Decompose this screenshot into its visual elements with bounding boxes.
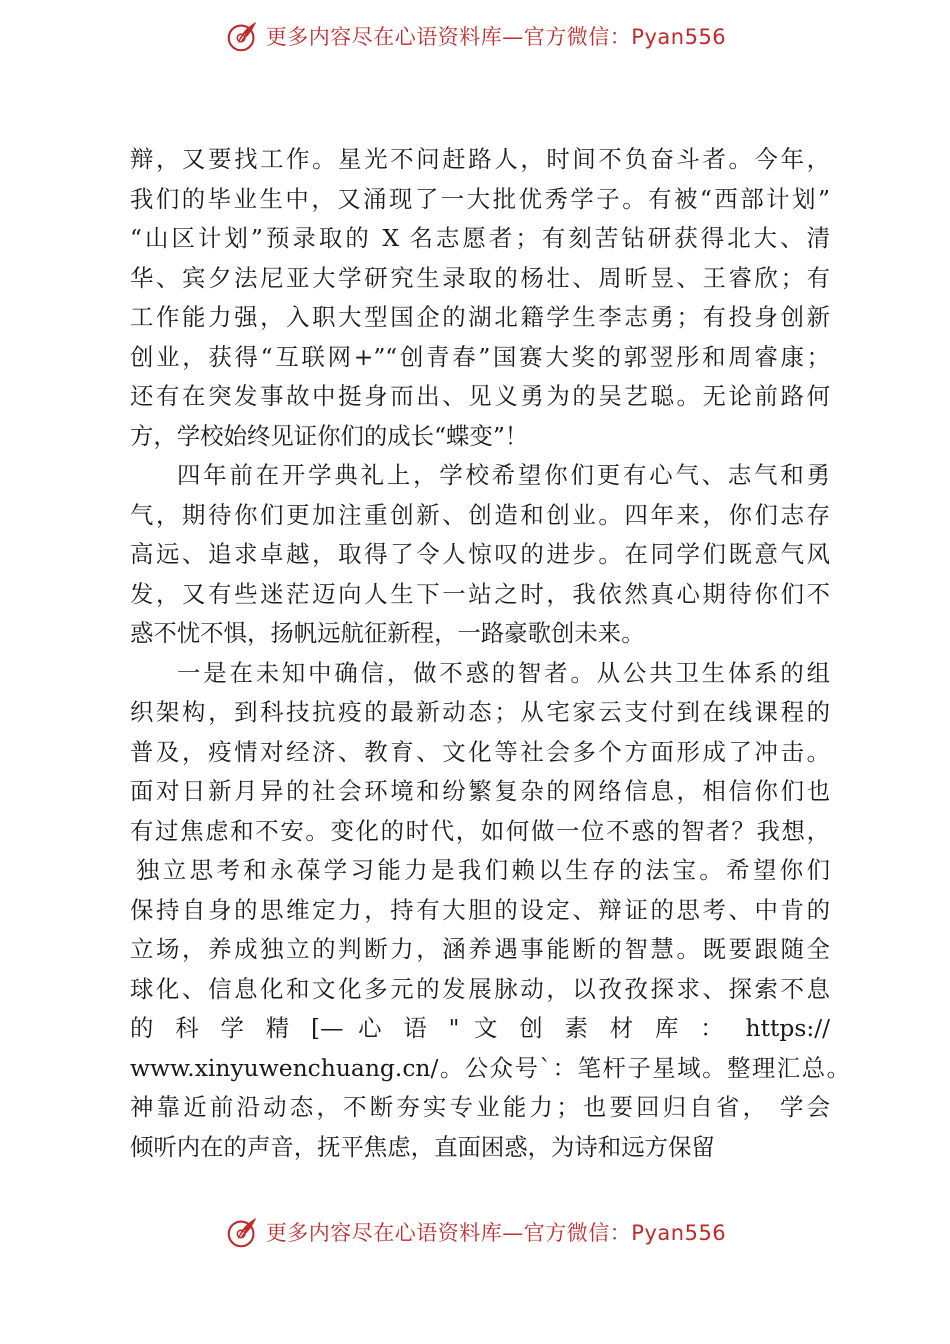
footer-watermark-banner — [0, 1212, 950, 1252]
paragraph-line: 有过焦虑和不安。变化的时代，如何做一位不惑的智者？我想， — [130, 816, 830, 845]
paragraph-line: 织架构，到科技抗疫的最新动态；从宅家云支付到在线课程的 — [130, 698, 830, 726]
paragraph-line: 神靠近前沿动态，不断夯实专业能力；也要回归自省， 学会 — [130, 1093, 830, 1121]
paragraph-line: 我们的毕业生中，又涌现了一大批优秀学子。有被“西部计划” — [130, 184, 830, 213]
paragraph-line: 辩，又要找工作。星光不问赶路人，时间不负奋斗者。今年， — [130, 145, 830, 173]
feather-circle-logo-icon — [224, 17, 262, 55]
paragraph-line: “山区计划”预录取的 X 名志愿者；有刻苦钻研获得北大、清 — [130, 224, 830, 252]
watermark-text: 更多内容尽在心语资料库—官方微信：Pyan556 — [265, 25, 727, 49]
paragraph-line: 发，又有些迷茫迈向人生下一站之时，我依然真心期待你们不 — [130, 579, 830, 608]
paragraph-line: 立场，养成独立的判断力，涵养遇事能断的智慧。既要跟随全 — [130, 935, 830, 963]
paragraph-line: 还有在突发事故中挺身而出、见义勇为的吴艺聪。无论前路何 — [130, 382, 830, 410]
paragraph-line: www.xinyuwenchuang.cn/。公众号`：笔杆子星域。整理汇总。 — [130, 1053, 850, 1082]
paragraph-line: 气，期待你们更加注重创新、创造和创业。四年来，你们志存 — [130, 500, 830, 529]
paragraph-line: 创业，获得“互联网+”“创青春”国赛大奖的郭翌彤和周睿康； — [130, 342, 830, 371]
document-body — [130, 140, 850, 1167]
paragraph-line: 高远、追求卓越，取得了令人惊叹的进步。在同学们既意气风 — [130, 540, 830, 568]
paragraph-line: 球化、信息化和文化多元的发展脉动，以孜孜探求、探索不息 — [130, 974, 830, 1003]
paragraph-line: 惑不忧不惧，扬帆远航征新程，一路豪歌创未来。 — [130, 619, 645, 647]
header-watermark-banner — [0, 16, 950, 56]
paragraph-line: 一是在未知中确信，做不惑的智者。从公共卫生体系的组 — [177, 658, 830, 687]
paragraph-line: 独立思考和永葆学习能力是我们赖以生存的法宝。希望你们 — [136, 856, 830, 884]
feather-circle-logo-icon — [224, 1213, 262, 1251]
watermark-text: 更多内容尽在心语资料库—官方微信：Pyan556 — [265, 1221, 727, 1245]
paragraph-line: 方，学校始终见证你们的成长“蝶变”！ — [130, 421, 529, 450]
paragraph-line: 的 科 学 精 [— 心 语 " 文 创 素 材 库 ： https:// — [130, 1014, 830, 1042]
paragraph-line: 华、宾夕法尼亚大学研究生录取的杨壮、周昕昱、王睿欣；有 — [130, 263, 830, 292]
paragraph-line: 面对日新月异的社会环境和纷繁复杂的网络信息，相信你们也 — [130, 777, 830, 805]
paragraph-line: 四年前在开学典礼上，学校希望你们更有心气、志气和勇 — [177, 461, 830, 489]
paragraph-line: 倾听内在的声音，抚平焦虑，直面困惑，为诗和远方保留 — [130, 1132, 715, 1161]
paragraph-line: 工作能力强，入职大型国企的湖北籍学生李志勇；有投身创新 — [130, 303, 830, 331]
paragraph-line: 普及，疫情对经济、教育、文化等社会多个方面形成了冲击。 — [130, 737, 830, 766]
paragraph-line: 保持自身的思维定力，持有大胆的设定、辩证的思考、中肯的 — [130, 895, 830, 924]
